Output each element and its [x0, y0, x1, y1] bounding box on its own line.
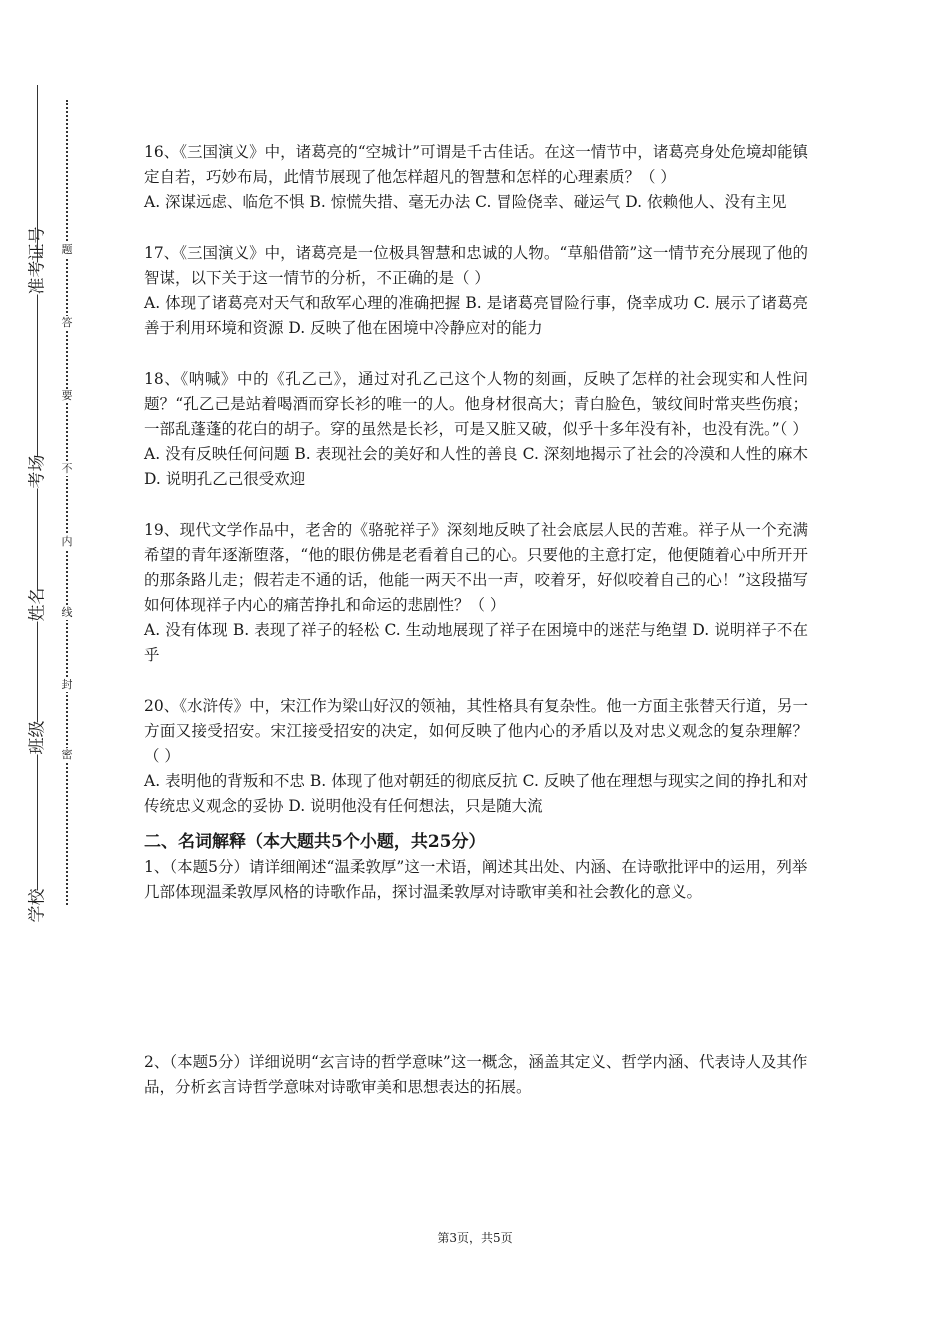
question-18 — [144, 367, 808, 492]
binding-dotted-line — [66, 100, 68, 905]
exam-content — [144, 140, 808, 1100]
seal-char-bu: 不 — [58, 462, 76, 476]
question-17 — [144, 241, 808, 341]
question-stem: 18、《呐喊》中的《孔乙己》，通过对孔乙己这个人物的刻画，反映了怎样的社会现实和人性问题？“孔乙己是站着喝酒而穿长衫的唯一的人。他身材很高大；青白脸色，皱纹间时常夹些伤痕；一部乱蓬蓬的花白的胡子。穿的虽然是长衫，可是又脏又破，似乎十多年没有补，也没有洗。”（ ） — [144, 370, 808, 438]
seal-char-feng: 封 — [58, 678, 76, 692]
question-20 — [144, 694, 808, 819]
seal-char-yao: 要 — [58, 389, 76, 403]
question-options: A. 体现了诸葛亮对天气和敌军心理的准确把握 B. 是诸葛亮冒险行事，侥幸成功 C. 展示了诸葛亮善于利用环境和资源 D. 反映了他在困境中冷静应对的能力 — [144, 294, 808, 337]
binding-margin — [0, 0, 110, 1344]
page-footer: 第3页，共5页 — [437, 1231, 513, 1245]
term-question-1: 1、（本题5分）请详细阐述“温柔敦厚”这一术语，阐述其出处、内涵、在诗歌批评中的运用，列举几部体现温柔敦厚风格的诗歌作品，探讨温柔敦厚对诗歌审美和社会教化的意义。 — [144, 858, 808, 901]
question-options: A. 深谋远虑、临危不惧 B. 惊慌失措、毫无办法 C. 冒险侥幸、碰运气 D. 依赖他人、没有主见 — [144, 193, 787, 211]
question-stem: 19、现代文学作品中，老舍的《骆驼祥子》深刻地反映了社会底层人民的苦难。祥子从一个充满希望的青年逐渐堕落，“他的眼仿佛是老看着自己的心。只要他的主意打定，他便随着心中所开开的那条路儿走；假若走不通的话，他能一两天不出一声，咬着牙，好似咬着自己的心！”这段描写如何体现祥子内心的痛苦挣扎和命运的悲剧性？（ ） — [144, 521, 808, 614]
seal-char-xian: 线 — [58, 606, 76, 620]
question-stem: 17、《三国演义》中，诸葛亮是一位极具智慧和忠诚的人物。“草船借箭”这一情节充分展现了他的智谋，以下关于这一情节的分析，不正确的是（ ） — [144, 244, 808, 287]
seal-char-da: 答 — [58, 316, 76, 330]
term-question-2: 2、（本题5分）详细说明“玄言诗的哲学意味”这一概念，涵盖其定义、哲学内涵、代表诗人及其作品，分析玄言诗哲学意味对诗歌审美和思想表达的拓展。 — [144, 1053, 808, 1096]
seal-char-ti: 题 — [58, 243, 76, 257]
question-options: A. 没有反映任何问题 B. 表现社会的美好和人性的善良 C. 深刻地揭示了社会的冷漠和人性的麻木 D. 说明孔乙己很受欢迎 — [144, 445, 808, 488]
field-school-label: 学校 — [27, 888, 48, 923]
section-2-title: 二、名词解释（本大题共5个小题，共25分） — [144, 832, 486, 852]
question-stem: 20、《水浒传》中，宋江作为梁山好汉的领袖，其性格具有复杂性。他一方面主张替天行道，另一方面又接受招安。宋江接受招安的决定，如何反映了他内心的矛盾以及对忠义观念的复杂理解？（ ） — [144, 697, 808, 765]
question-stem: 16、《三国演义》中，诸葛亮的“空城计”可谓是千古佳话。在这一情节中，诸葛亮身处危境却能镇定自若，巧妙布局，此情节展现了他怎样超凡的智慧和怎样的心理素质？（ ） — [144, 143, 808, 186]
binding-solid-line — [37, 85, 38, 920]
question-19 — [144, 518, 808, 668]
field-class-label: 班级 — [27, 720, 48, 755]
seal-char-mi: 密 — [58, 748, 76, 762]
answer-space-1 — [144, 905, 808, 1050]
question-options: A. 表明他的背叛和不忠 B. 体现了他对朝廷的彻底反抗 C. 反映了他在理想与现实之间的挣扎和对传统忠义观念的妥协 D. 说明他没有任何想法，只是随大流 — [144, 772, 808, 815]
field-exam-room-label: 考场 — [27, 454, 48, 489]
seal-char-nei: 内 — [58, 535, 76, 549]
field-name-label: 姓名 — [27, 587, 48, 622]
field-exam-id-label: 准考证号 — [27, 226, 48, 295]
question-16 — [144, 140, 808, 215]
question-options: A. 没有体现 B. 表现了祥子的轻松 C. 生动地展现了祥子在困境中的迷茫与绝望 D. 说明祥子不在乎 — [144, 621, 808, 664]
